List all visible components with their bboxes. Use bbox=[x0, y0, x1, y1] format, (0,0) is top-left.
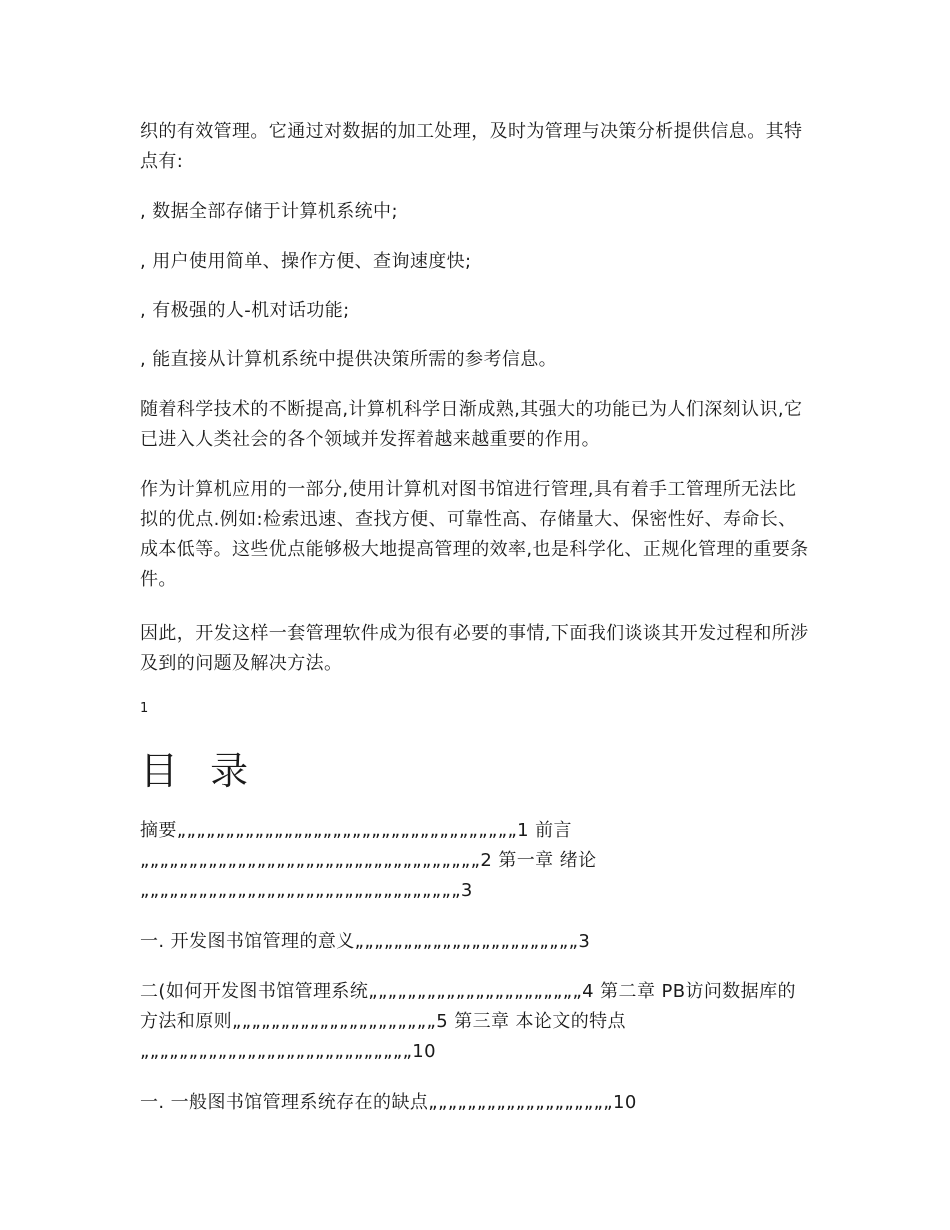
intro-paragraph: 织的有效管理。它通过对数据的加工处理，及时为管理与决策分析提供信息。其特点有: bbox=[140, 121, 803, 172]
science-paragraph: 随着科学技术的不断提高,计算机科学日渐成熟,其强大的功能已为人们深刻认识,它已进入人类社会的各个领域并发挥着越来越重要的作用。 bbox=[140, 399, 803, 450]
feature-item-storage: , 数据全部存储于计算机系统中; bbox=[140, 201, 398, 222]
conclusion-paragraph: 因此，开发这样一套管理软件成为很有必要的事情,下面我们谈谈其开发过程和所涉及到的问题及解决方法。 bbox=[140, 623, 809, 674]
advantages-paragraph: 作为计算机应用的一部分,使用计算机对图书馆进行管理,具有着手工管理所无法比拟的优点.例如:检索迅速、查找方便、可靠性高、存储量大、保密性好、寿命长、成本低等。这些优点能够极大地提高管理的效率,也是科学化、正规化管理的重要条件。 bbox=[140, 479, 809, 590]
toc-entry-3-1: 一. 一般图书馆管理系统存在的缺点„„„„„„„„„„„„„„„„„„„10 bbox=[140, 1092, 637, 1113]
toc-title: 目 录 bbox=[140, 749, 259, 793]
page-number: 1 bbox=[140, 701, 149, 716]
feature-item-decision: , 能直接从计算机系统中提供决策所需的参考信息。 bbox=[140, 349, 558, 370]
toc-entry-block-1: 摘要„„„„„„„„„„„„„„„„„„„„„„„„„„„„„„„„„„„1 前言„„„„„„„„„„„„„„„„„„„„„„„„„„„„„„„„„„„2 第一章 绪论„„„„„„„„„„„„„„„„„„„„„„„„„„„„„„„„„3 bbox=[140, 820, 597, 901]
toc-entry-block-2: 二(如何开发图书馆管理系统„„„„„„„„„„„„„„„„„„„„„„4 第二章 PB访问数据库的方法和原则„„„„„„„„„„„„„„„„„„„„„5 第三章 本论文的特点 „„„„„„„„„„„„„„„„„„„„„„„„„„„„10 bbox=[140, 981, 796, 1062]
feature-item-dialog: , 有极强的人-机对话功能; bbox=[140, 300, 350, 321]
feature-item-usability: , 用户使用简单、操作方便、查询速度快; bbox=[140, 251, 472, 272]
toc-entry-1-1: 一. 开发图书馆管理的意义„„„„„„„„„„„„„„„„„„„„„„„3 bbox=[140, 931, 591, 952]
